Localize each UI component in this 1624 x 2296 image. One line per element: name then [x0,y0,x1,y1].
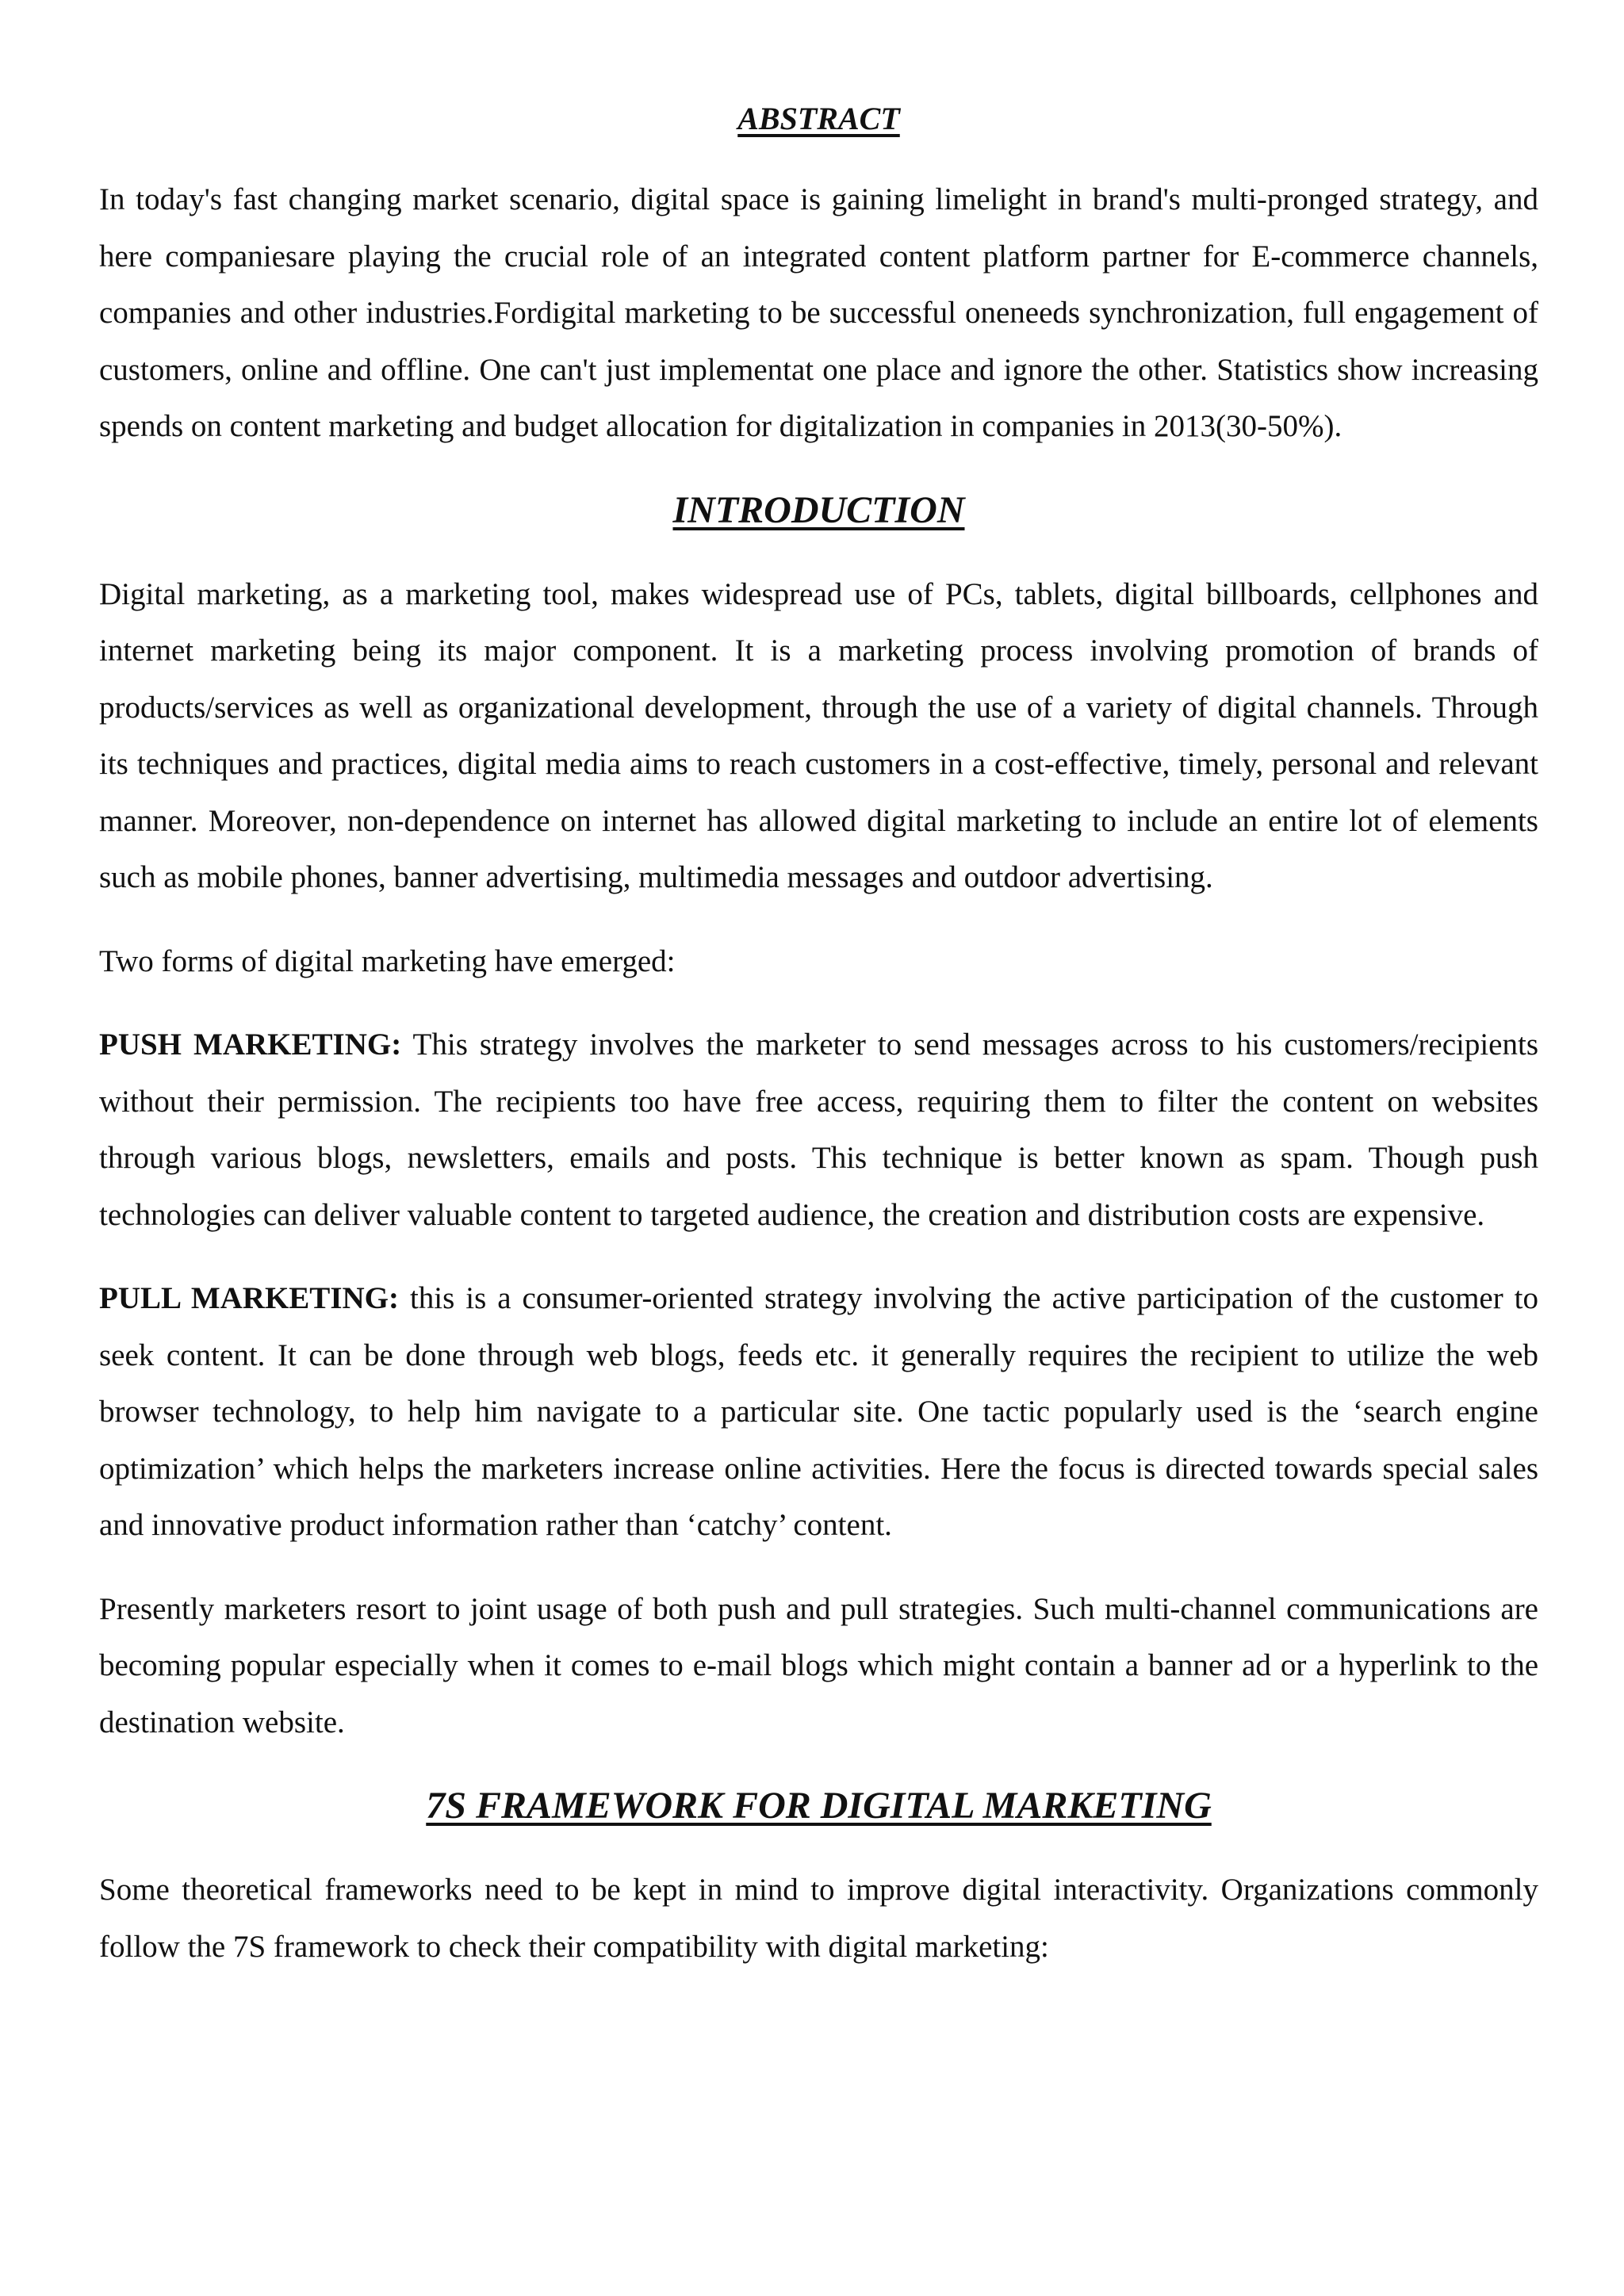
pull-marketing-text: this is a consumer-oriented strategy involving the active participation of the customer to seek content. It can be done through web blogs, feeds etc. it generally requires the recipient to utilize the web browser technology, to help him navigate to a particular site. One tactic popularly used is the ‘search engine optimization’ which helps the marketers increase online activities. Here the focus is directed towards special sales and innovative product information rather than ‘catchy’ content. [99,1281,1538,1542]
introduction-paragraph: Digital marketing, as a marketing tool, makes widespread use of PCs, tablets, digital billboards, cellphones and internet marketing being its major component. It is a marketing process involving promotion of brands of products/services as well as organizational development, through the use of a variety of digital channels. Through its techniques and practices, digital media aims to reach customers in a cost-effective, timely, personal and relevant manner. Moreover, non-dependence on internet has allowed digital marketing to include an entire lot of elements such as mobile phones, banner advertising, multimedia messages and outdoor advertising. [99,576,1538,894]
abstract-paragraph: In today's fast changing market scenario, digital space is gaining limelight in brand's multi-pronged strategy, and here companiesare playing the crucial role of an integrated content platform partner for E-commerce channels, companies and other industries.Fordigital marketing to be successful oneneeds synchronization, full engagement of customers, online and offline. One can't just implementat one place and ignore the other. Statistics show increasing spends on content marketing and budget allocation for digitalization in companies in 2013(30-50%). [99,182,1538,443]
push-marketing-label: PUSH MARKETING: [99,1027,402,1062]
push-marketing-text: This strategy involves the marketer to send messages across to his customers/recipients without their permission. The recipients too have free access, requiring them to filter the content on websites through various blogs, newsletters, emails and posts. This technique is better known as spam. Though push technologies can deliver valuable content to targeted audience, the creation and distribution costs are expensive. [99,1027,1539,1232]
pull-marketing-paragraph [99,1270,1538,1554]
framework-paragraph: Some theoretical frameworks need to be kept in mind to improve digital interactivity. Organizations commonly follow the 7S framework to check their compatibility with digital marketing: [99,1873,1538,1964]
digital-forms-paragraph: Two forms of digital marketing have emerged: [99,943,676,978]
framework-heading: 7S FRAMEWORK FOR DIGITAL MARKETING [426,1785,1212,1827]
pull-marketing-label: PULL MARKETING: [99,1281,399,1315]
introduction-heading: INTRODUCTION [672,488,965,531]
abstract-heading: ABSTRACT [737,101,900,136]
multichannel-paragraph: Presently marketers resort to joint usage of both push and pull strategies. Such multi-channel communications are becoming popular especially when it comes to e-mail blogs which might contain a banner ad or a hyperlink to the destination website. [99,1591,1538,1739]
push-marketing-paragraph [99,1016,1538,1243]
document-page [99,95,1538,2002]
